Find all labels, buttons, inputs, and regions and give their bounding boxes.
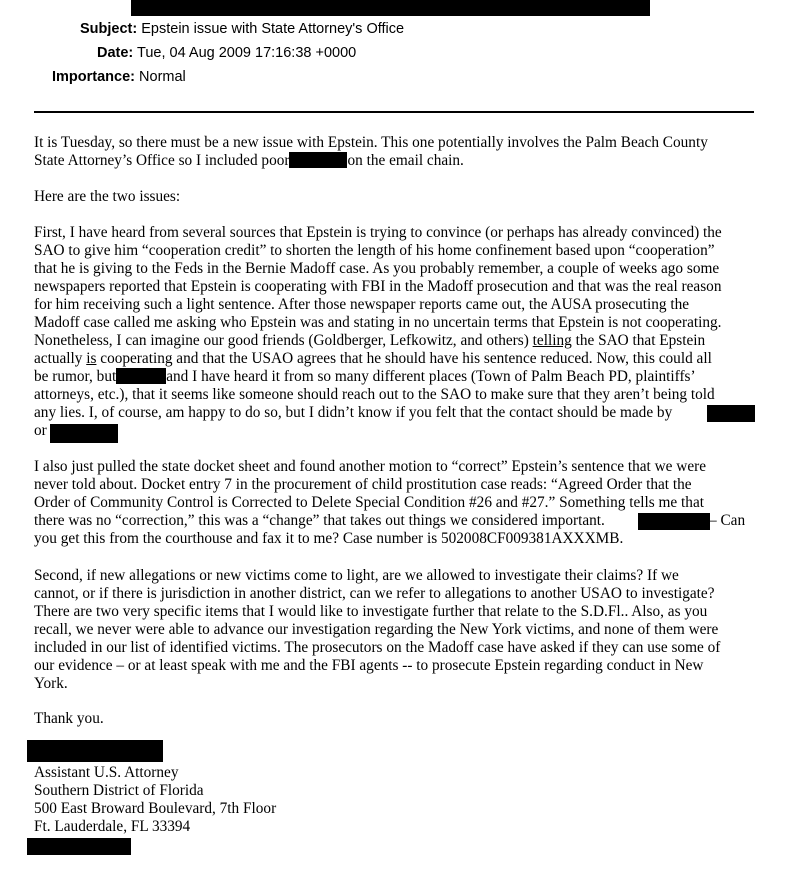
text-line [34,332,722,350]
redaction-bar-signature-name [27,740,163,762]
subject-row [80,21,404,38]
paragraph-first-issue [34,224,722,440]
text-line: I also just pulled the state docket sheet and found another motion to “correct” Epstein’s sentence that we were [34,458,706,475]
date-label: Date: [97,45,134,61]
text-line: Thank you. [34,710,104,727]
redaction-bar [50,424,118,443]
date-row [97,45,356,62]
signature-city: Ft. Lauderdale, FL 33394 [34,818,191,835]
paragraph-issues-intro [34,188,180,206]
text-line: for him receiving such a light sentence. After those newspaper reports came out, the AUSA prosecuting the [34,296,690,313]
text-line: Here are the two issues: [34,188,181,205]
text-span: there was no “correction,” this was a “change” that takes out things we considered important. [34,512,605,529]
text-line: that he is giving to the Feds in the Bernie Madoff case. As you probably remember, a couple of weeks ago some [34,260,720,277]
text-line: Order of Community Control is Corrected to Delete Special Condition #26 and #27.” Something tells me that [34,494,704,511]
signature-address: 500 East Broward Boulevard, 7th Floor [34,800,277,817]
signature-title: Assistant U.S. Attorney [34,764,179,781]
text-span: the SAO that Epstein [575,332,706,349]
redaction-bar [116,368,166,384]
redaction-bar [707,405,755,422]
text-line: Madoff case called me asking who Epstein was and stating in no uncertain terms that Epstein is not cooperating. [34,314,722,331]
text-span: be rumor, but [34,368,117,385]
text-span: on the email chain. [347,152,464,169]
text-line [34,368,722,386]
paragraph-intro [34,134,708,170]
paragraph-second-issue [34,567,720,693]
importance-value: Normal [139,69,186,85]
redaction-bar-top [131,0,650,16]
header-divider [34,111,754,113]
text-line: It is Tuesday, so there must be a new issue with Epstein. This one potentially involves the Palm Beach County [34,134,708,151]
underlined-word: telling [532,332,572,349]
text-line: There are two very specific items that I would like to investigate further that relate to the S.D.Fl.. Also, as you [34,603,708,620]
text-line [34,404,722,422]
text-line: newspapers reported that Epstein is cooperating with FBI in the Madoff prosecution and that was the real reason [34,278,722,295]
closing [34,710,104,728]
text-line: you get this from the courthouse and fax it to me? Case number is 502008CF009381AXXXMB. [34,530,624,547]
text-line [34,350,722,368]
text-line: our evidence – or at least speak with me and the FBI agents -- to prosecute Epstein regarding conduct in New [34,657,704,674]
text-line: recall, we never were able to advance our investigation regarding the New York victims, and none of them were [34,621,719,638]
text-line [34,152,708,170]
text-span: and I have heard it from so many different places (Town of Palm Beach PD, plaintiffs’ [166,368,696,385]
text-line: – Can [709,512,746,529]
text-line: Second, if new allegations or new victims come to light, are we allowed to investigate their claims? If we [34,567,679,584]
text-span: cooperating and that the USAO agrees that he should have his sentence reduced. Now, this could all [100,350,712,367]
signature-block [34,764,276,836]
text-line: First, I have heard from several sources that Epstein is trying to convince (or perhaps has already convinced) the [34,224,722,241]
importance-label: Importance: [52,69,135,85]
importance-row [52,69,186,86]
text-line [34,422,722,440]
date-value: Tue, 04 Aug 2009 17:16:38 +0000 [137,45,357,61]
text-line [34,512,706,530]
text-line: cannot, or if there is jurisdiction in another district, can we refer to allegations to another USAO to investigate? [34,585,715,602]
redaction-bar [289,152,347,168]
text-line: included in our list of identified victims. The prosecutors on the Madoff case have asked if they can use some of [34,639,721,656]
text-line: never told about. Docket entry 7 in the procurement of child prostitution case reads: “Agreed Order that the [34,476,692,493]
redaction-bar [638,513,710,530]
subject-value: Epstein issue with State Attorney's Office [141,21,405,37]
text-line: attorneys, etc.), that it seems like someone should reach out to the SAO to make sure that they aren’t being told [34,386,715,403]
text-span: State Attorney’s Office so I included poor [34,152,290,169]
text-line: SAO to give him “cooperation credit” to shorten the length of his home confinement based upon “cooperation” [34,242,715,259]
underlined-word: is [86,350,97,367]
docket-line-tail [709,512,745,530]
signature-district: Southern District of Florida [34,782,204,799]
redaction-bar-signature-phone [27,838,131,855]
text-span: or [34,422,47,439]
paragraph-docket [34,458,706,548]
text-span: Nonetheless, I can imagine our good friends (Goldberger, Lefkowitz, and others) [34,332,529,349]
text-span: any lies. I, of course, am happy to do so, but I didn’t know if you felt that the contact should be made by [34,404,673,421]
subject-label: Subject: [80,21,138,37]
text-line: York. [34,675,68,692]
text-span: actually [34,350,83,367]
